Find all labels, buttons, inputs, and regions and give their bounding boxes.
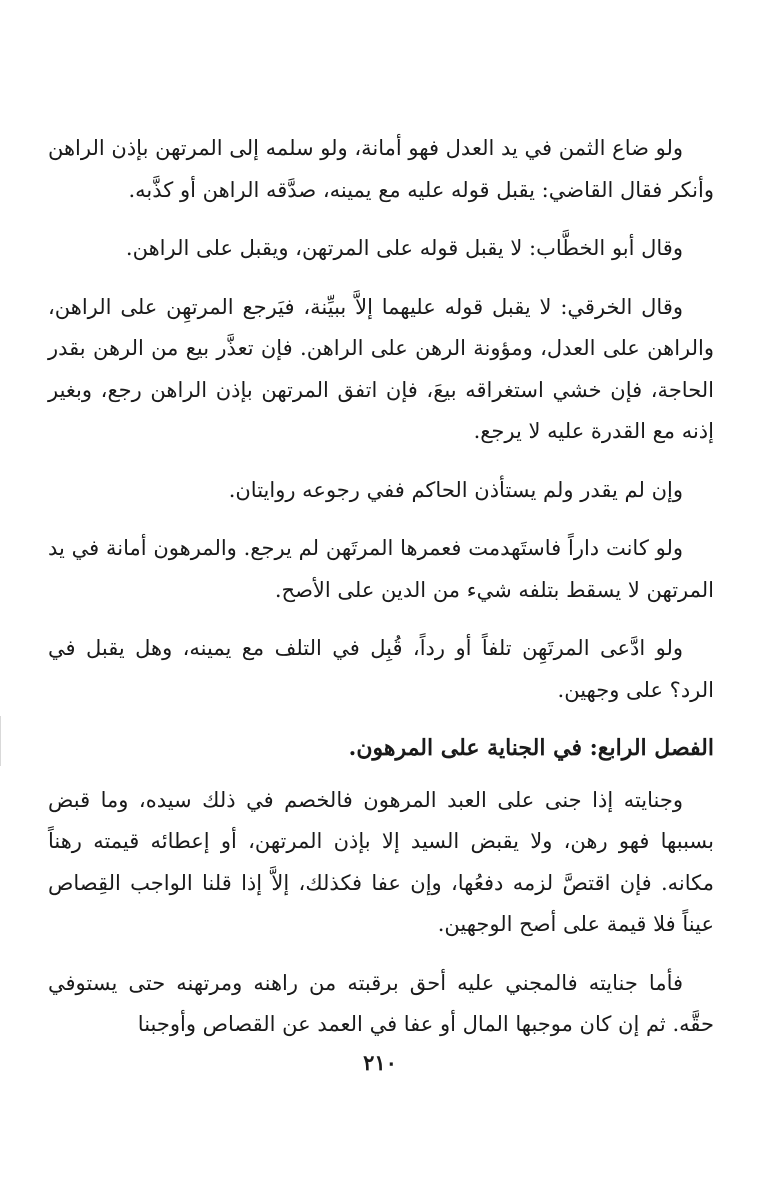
- section-heading: الفصل الرابع: في الجناية على المرهون.: [348, 735, 714, 761]
- margin-line: [0, 716, 1, 766]
- paragraph: وإن لم يقدر ولم يستأذن الحاكم ففي رجوعه روايتان.: [228, 477, 683, 502]
- paragraph: وقال أبو الخطَّاب: لا يقبل قوله على المرتهن، ويقبل على الراهن.: [125, 236, 683, 260]
- page-body: [48, 128, 714, 1063]
- page-number: ٢١٠: [363, 1050, 397, 1075]
- paragraph: ولو ضاع الثمن في يد العدل فهو أمانة، ولو سلمه إلى المرتهن بإذن الراهن وأنكر فقال القاضي: يقبل قوله عليه مع يمينه، صدَّقه الراهن أو كذَّبه.: [48, 136, 714, 202]
- paragraph: وقال الخرقي: لا يقبل قوله عليهما إلاَّ ببيِّنة، فيَرجع المرتهِن على الراهن، والراهن على العدل، ومؤونة الرهن على الراهن. فإن تعذَّر بيع من الرهن بقدر الحاجة، فإن خشي استغراقه بيعَ، فإن اتفق المرتهن بإذن الراهن رجع، وبغير إذنه مع القدرة عليه لا يرجع.: [48, 294, 714, 443]
- paragraph: فأما جنايته فالمجني عليه أحق برقبته من راهنه ومرتهنه حتى يستوفي حقَّه. ثم إن كان موجبها المال أو عفا في العمد عن القصاص وأوجبنا: [48, 970, 714, 1036]
- paragraph: ولو كانت داراً فاستَهدمت فعمرها المرتَهن لم يرجع. والمرهون أمانة في يد المرتهن لا يسقط بتلفه شيء من الدين على الأصح.: [48, 536, 714, 602]
- paragraph: ولو ادَّعى المرتَهِن تلفاً أو رداً، قُبِل في التلف مع يمينه، وهل يقبل في الرد؟ على وجهين.: [48, 636, 714, 702]
- paragraph: وجنايته إذا جنى على العبد المرهون فالخصم في ذلك سيده، وما قبض بسببها فهو رهن، ولا يقبض السيد إلا بإذن المرتهن، أو إعطائه قيمته رهناً مكانه. فإن اقتصَّ لزمه دفعُها، وإن عفا فكذلك، إلاَّ إذا قلنا الواجب القِصاص عيناً فلا قيمة على أصح الوجهين.: [48, 787, 714, 936]
